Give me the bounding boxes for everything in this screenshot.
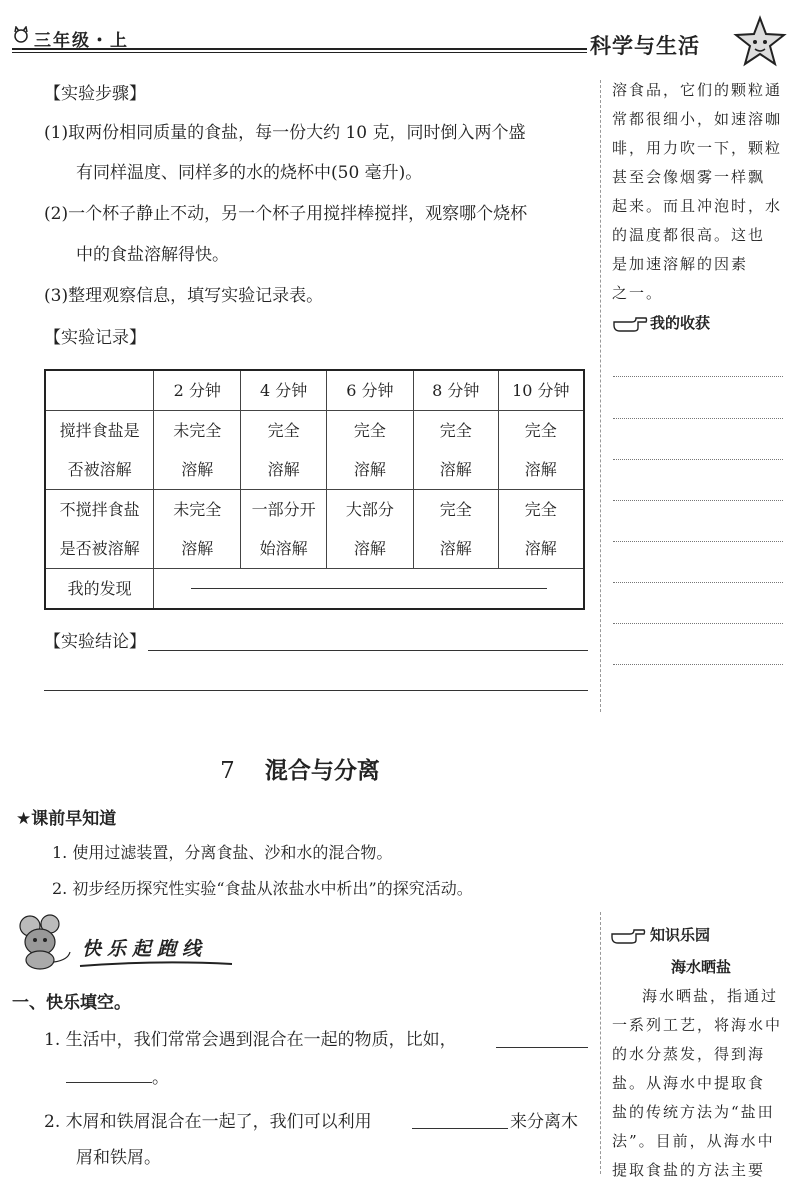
table-cell: 大部分 溶解: [327, 490, 414, 569]
step-2-line-1: (2)一个杯子静止不动，另一个杯子用搅拌棒搅拌，观察哪个烧杯: [44, 204, 528, 224]
cat-icon: [10, 26, 32, 44]
table-corner-cell: [45, 370, 154, 411]
conclusion-heading: 【实验结论】: [44, 632, 146, 652]
question-1-blank-1[interactable]: [496, 1047, 588, 1048]
table-header-row: [45, 370, 584, 411]
conclusion-answer-line-1[interactable]: [148, 650, 588, 651]
table-col-header: 4 分钟: [241, 370, 327, 411]
step-2-line-2: 中的食盐溶解得快。: [76, 245, 229, 265]
question-1-end: 。: [152, 1068, 169, 1088]
harvest-line[interactable]: [613, 582, 783, 583]
finding-answer-cell[interactable]: [154, 569, 584, 610]
preview-item-1: 1. 使用过滤装置，分离食盐、沙和水的混合物。: [52, 843, 393, 862]
header-grade: 三年级・上: [34, 31, 129, 51]
preview-heading: ★课前早知道: [16, 809, 117, 829]
harvest-line[interactable]: [613, 664, 783, 665]
table-col-header: 6 分钟: [327, 370, 414, 411]
column-divider-lower: [600, 912, 601, 1174]
question-1-text: 1. 生活中，我们常常会遇到混合在一起的物质，比如，: [44, 1030, 457, 1050]
harvest-line[interactable]: [613, 418, 783, 419]
table-cell: 未完全 溶解: [154, 490, 241, 569]
table-row: [45, 569, 584, 610]
question-2-line-2: 屑和铁屑。: [76, 1148, 161, 1168]
question-2-blank[interactable]: [412, 1128, 508, 1129]
section-title: [0, 752, 600, 785]
row-label-stirred: 搅拌食盐是 否被溶解: [45, 411, 154, 490]
pointing-hand-icon: [610, 922, 646, 944]
banner-label: 快乐起跑线: [82, 938, 208, 960]
knowledge-title: 海水晒盐: [670, 958, 731, 976]
table-cell: 未完全 溶解: [154, 411, 241, 490]
knowledge-heading: 知识乐园: [650, 926, 711, 944]
knowledge-text: 海水晒盐，指通过 一系列工艺，将海水中 的水分蒸发，得到海 盐。从海水中提取食 盐的传统方法为“盐田 法”。目前，从海水中 提取食盐的方法主要: [612, 987, 783, 1179]
header-title: 科学与生活: [590, 34, 700, 58]
exercise-heading: 一、快乐填空。: [12, 993, 131, 1013]
section-number: 7: [220, 758, 235, 784]
conclusion-answer-line-2[interactable]: [44, 690, 588, 691]
question-2-text: 2. 木屑和铁屑混合在一起了，我们可以利用: [44, 1112, 372, 1132]
harvest-heading: 我的收获: [650, 314, 711, 332]
question-1-blank-2[interactable]: [66, 1082, 152, 1083]
question-2-text-end: 来分离木: [510, 1112, 578, 1132]
header-rule-thin: [12, 52, 587, 53]
table-cell: 完全 溶解: [498, 411, 584, 490]
table-cell: 完全 溶解: [498, 490, 584, 569]
harvest-line[interactable]: [613, 541, 783, 542]
harvest-line[interactable]: [613, 459, 783, 460]
record-table: [44, 369, 585, 610]
column-divider: [600, 80, 601, 712]
table-cell: 完全 溶解: [241, 411, 327, 490]
table-cell: 完全 溶解: [327, 411, 414, 490]
header-rule: [12, 48, 587, 50]
harvest-line[interactable]: [613, 623, 783, 624]
step-1-line-1: (1)取两份相同质量的食盐，每一份大约 10 克，同时倒入两个盛: [44, 123, 526, 143]
banner-swoosh: [78, 958, 234, 970]
table-cell: 完全 溶解: [413, 490, 498, 569]
steps-heading: 【实验步骤】: [44, 84, 146, 104]
row-label-finding: 我的发现: [45, 569, 154, 610]
table-cell: 完全 溶解: [413, 411, 498, 490]
step-3: (3)整理观察信息，填写实验记录表。: [44, 286, 324, 306]
preview-item-2: 2. 初步经历探究性实验“食盐从浓盐水中析出”的探究活动。: [52, 879, 473, 898]
harvest-line[interactable]: [613, 500, 783, 501]
pointing-hand-icon: [612, 310, 648, 332]
row-label-unstirred: 不搅拌食盐 是否被溶解: [45, 490, 154, 569]
star-mascot-icon: [732, 14, 788, 70]
sidebar-top-text: 溶食品，它们的颗粒通 常都很细小，如速溶咖 啡，用力吹一下，颗粒 甚至会像烟雾一样飘 起来。而且冲泡时，水 的温度都很高。这也 是加速溶解的因素 之一。: [612, 81, 783, 302]
finding-answer-line[interactable]: [191, 575, 547, 589]
table-row: [45, 411, 584, 490]
harvest-line[interactable]: [613, 376, 783, 377]
table-col-header: 8 分钟: [413, 370, 498, 411]
table-col-header: 10 分钟: [498, 370, 584, 411]
section-name: 混合与分离: [264, 758, 380, 784]
mouse-mascot-icon: [12, 912, 74, 972]
table-cell: 一部分开 始溶解: [241, 490, 327, 569]
table-col-header: 2 分钟: [154, 370, 241, 411]
table-row: [45, 490, 584, 569]
record-heading: 【实验记录】: [44, 328, 146, 348]
step-1-line-2: 有同样温度、同样多的水的烧杯中(50 毫升)。: [76, 163, 423, 183]
